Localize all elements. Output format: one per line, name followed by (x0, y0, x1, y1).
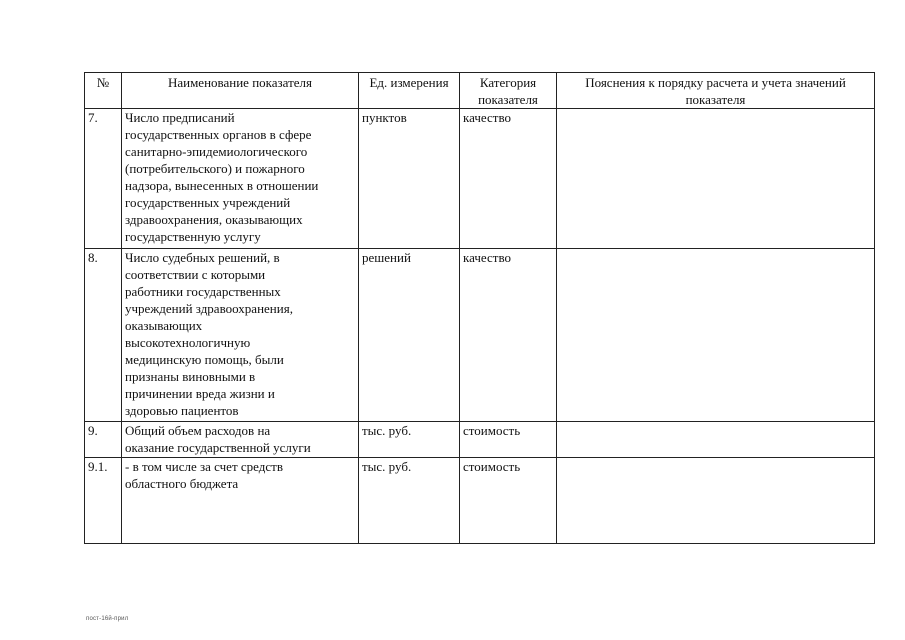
footer-document-code: пост-16й-прил (86, 616, 129, 622)
row-notes (557, 249, 875, 422)
table-header-row (85, 73, 875, 109)
header-category: Категория показателя (460, 73, 557, 109)
indicators-table (84, 72, 875, 544)
row-unit: тыс. руб. (359, 458, 460, 544)
header-name: Наименование показателя (122, 73, 359, 109)
row-name (122, 422, 359, 458)
table-row (85, 109, 875, 249)
row-name (122, 458, 359, 544)
row-unit: решений (359, 249, 460, 422)
row-num: 9.1. (85, 458, 122, 544)
row-num: 8. (85, 249, 122, 422)
row-name-text: Число предписаний государственных органов в сфере санитарно-эпидемиологического (потребительского) и пожарного надзора, вынесенных в отношении государственных учреждений здравоохранения, оказывающих государственную услугу (125, 110, 319, 244)
row-name-text: Число судебных решений, в соответствии с которыми работники государственных учреждений здравоохранения, оказывающих высокотехнологичную медицинскую помощь, были признаны виновными в причинении вреда жизни и здоровью пациентов (125, 250, 293, 418)
row-notes (557, 422, 875, 458)
table-row (85, 458, 875, 544)
row-name (122, 109, 359, 249)
row-name-text: - в том числе за счет средств областного бюджета (125, 459, 283, 491)
header-notes: Пояснения к порядку расчета и учета значений показателя (557, 73, 875, 109)
row-unit: тыс. руб. (359, 422, 460, 458)
row-category: стоимость (460, 458, 557, 544)
header-num: № (85, 73, 122, 109)
row-category: качество (460, 249, 557, 422)
row-name-text: Общий объем расходов на оказание государственной услуги (125, 423, 311, 455)
row-category: стоимость (460, 422, 557, 458)
row-name (122, 249, 359, 422)
row-unit: пунктов (359, 109, 460, 249)
header-unit: Ед. измерения (359, 73, 460, 109)
row-notes (557, 458, 875, 544)
row-notes (557, 109, 875, 249)
row-category: качество (460, 109, 557, 249)
row-num: 7. (85, 109, 122, 249)
row-num: 9. (85, 422, 122, 458)
table-row (85, 422, 875, 458)
table-row (85, 249, 875, 422)
